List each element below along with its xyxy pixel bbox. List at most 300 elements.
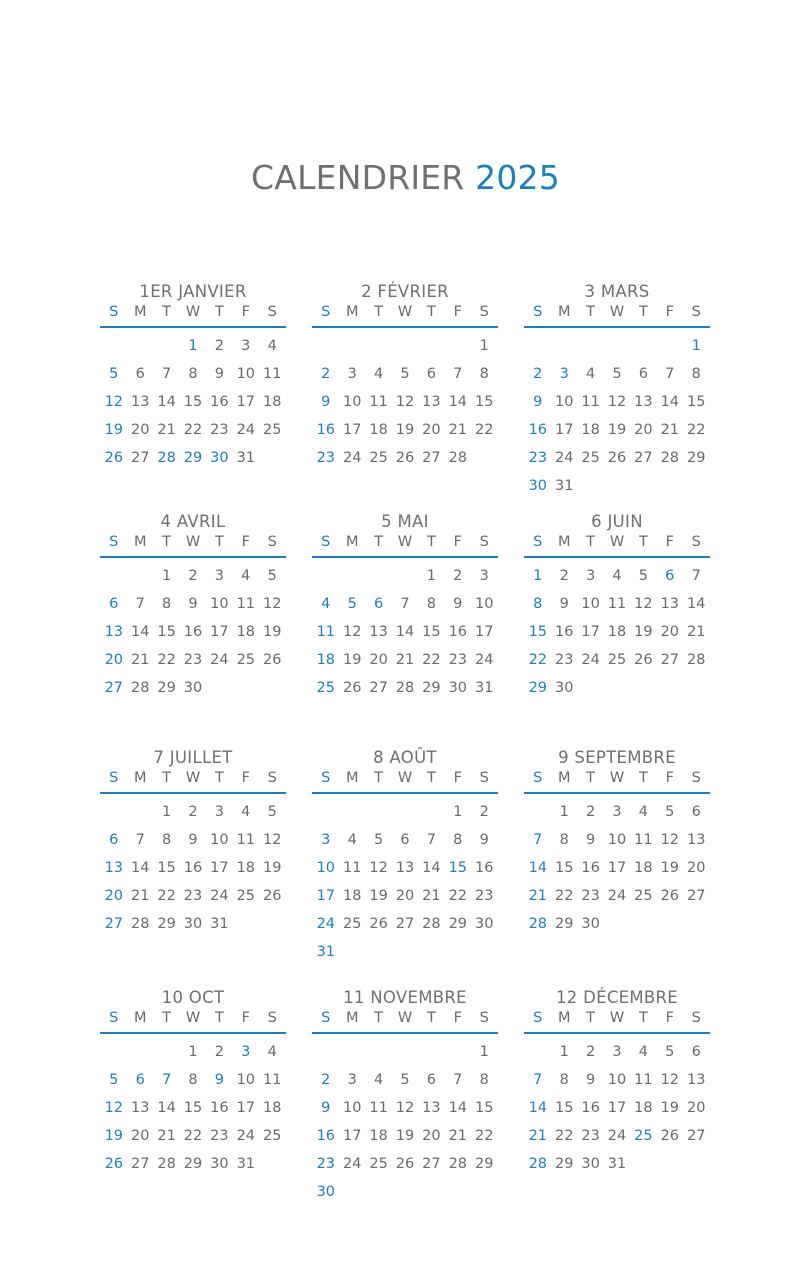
calendar-day: 26 [262, 652, 282, 668]
calendar-day: 22 [183, 1128, 203, 1144]
calendar-day: 29 [183, 1156, 203, 1172]
calendar-day: 11 [236, 596, 256, 612]
calendar-day: 29 [157, 916, 176, 932]
calendar-day: 6 [426, 366, 436, 382]
calendar-day: 20 [660, 624, 680, 640]
weekday-label: M [345, 1010, 359, 1026]
calendar-day: 6 [426, 1072, 436, 1088]
calendar-day: 3 [559, 366, 569, 382]
calendar-day: 4 [267, 1044, 277, 1060]
calendar-day: 9 [188, 596, 198, 612]
weekday-label: W [397, 1010, 413, 1026]
weekday-header [524, 534, 710, 556]
weekday-label: T [374, 534, 384, 550]
calendar-day: 30 [316, 1184, 336, 1200]
calendar-day: 4 [373, 1072, 384, 1088]
calendar-day: 28 [130, 680, 150, 696]
calendar-day: 27 [686, 888, 706, 904]
calendar-day: 10 [236, 1072, 256, 1088]
calendar-day: 31 [607, 1156, 627, 1172]
calendar-day: 21 [528, 1128, 548, 1144]
weekday-label: T [214, 770, 224, 786]
calendar-day: 1 [453, 804, 463, 820]
weekday-label: S [109, 1010, 119, 1026]
calendar-day: 19 [395, 1128, 415, 1144]
calendar-day: 29 [554, 916, 574, 932]
calendar-day: 2 [585, 804, 596, 820]
month-divider [100, 326, 286, 328]
calendar-day: 15 [474, 1100, 494, 1116]
calendar-day: 12 [660, 832, 680, 848]
calendar-day: 28 [686, 652, 706, 668]
calendar-day: 18 [316, 652, 336, 668]
weekday-label: T [638, 304, 648, 320]
weekday-label: M [133, 534, 147, 550]
calendar-day: 8 [691, 366, 701, 382]
calendar-day: 22 [474, 1128, 494, 1144]
weekday-label: W [185, 1010, 201, 1026]
calendar-day: 17 [210, 624, 229, 640]
calendar-day: 16 [448, 624, 468, 640]
calendar-day: 8 [479, 1072, 489, 1088]
calendar-day: 23 [210, 422, 229, 438]
calendar-day: 1 [161, 804, 172, 820]
calendar-day: 25 [316, 680, 336, 696]
calendar-day: 3 [321, 832, 331, 848]
calendar-day: 21 [157, 422, 176, 438]
calendar-day: 15 [554, 1100, 574, 1116]
calendar-day: 18 [634, 1100, 653, 1116]
calendar-day: 18 [634, 860, 653, 876]
calendar-day: 21 [130, 888, 150, 904]
calendar-day: 14 [448, 1100, 468, 1116]
weekday-label: M [133, 1010, 147, 1026]
calendar-day: 4 [638, 804, 648, 820]
calendar-day: 15 [422, 624, 441, 640]
calendar-day: 18 [262, 394, 282, 410]
weekday-label: T [214, 304, 224, 320]
weekday-label: F [241, 534, 250, 550]
weekday-label: F [453, 534, 462, 550]
calendar-day: 12 [395, 394, 415, 410]
calendar-day: 17 [581, 624, 600, 640]
calendar-day: 6 [373, 596, 384, 612]
calendar-day: 10 [210, 832, 229, 848]
calendar-day: 3 [347, 1072, 357, 1088]
calendar-day: 4 [585, 366, 596, 382]
calendar-day: 12 [262, 832, 282, 848]
weekday-label: S [321, 770, 331, 786]
calendar-day: 30 [210, 450, 229, 466]
weekday-label: S [691, 534, 701, 550]
calendar-day: 5 [665, 804, 675, 820]
calendar-day: 23 [474, 888, 494, 904]
calendar-day: 20 [422, 1128, 441, 1144]
calendar-day: 16 [581, 860, 600, 876]
calendar-day: 1 [533, 568, 543, 584]
calendar-day: 21 [448, 1128, 468, 1144]
calendar-day: 7 [691, 568, 701, 584]
weekday-label: F [241, 1010, 250, 1026]
weekday-label: W [185, 304, 201, 320]
calendar-day: 6 [665, 568, 675, 584]
weekday-label: S [479, 770, 489, 786]
calendar-day: 6 [109, 832, 119, 848]
calendar-day: 14 [395, 624, 415, 640]
calendar-day: 13 [130, 394, 150, 410]
calendar-day: 27 [686, 1128, 706, 1144]
weekday-label: T [214, 534, 224, 550]
calendar-day: 23 [581, 1128, 600, 1144]
calendar-day: 14 [448, 394, 468, 410]
calendar-day: 14 [528, 860, 548, 876]
weekday-label: M [557, 534, 571, 550]
calendar-day: 16 [581, 1100, 600, 1116]
weekday-label: T [374, 770, 384, 786]
calendar-day: 26 [607, 450, 627, 466]
calendar-day: 8 [161, 832, 172, 848]
weekday-label: S [267, 770, 277, 786]
page-title [0, 158, 811, 197]
weekday-label: T [638, 770, 648, 786]
calendar-day: 20 [634, 422, 653, 438]
calendar-day: 25 [262, 1128, 282, 1144]
calendar-day: 9 [479, 832, 489, 848]
calendar-day: 10 [342, 394, 362, 410]
calendar-day: 27 [422, 1156, 441, 1172]
weekday-label: T [162, 770, 172, 786]
calendar-day: 22 [686, 422, 706, 438]
calendar-day: 11 [236, 832, 256, 848]
weekday-label: F [241, 770, 250, 786]
calendar-day: 15 [157, 860, 176, 876]
calendar-day: 24 [236, 1128, 256, 1144]
calendar-day: 5 [267, 568, 277, 584]
weekday-label: T [162, 304, 172, 320]
calendar-day: 21 [130, 652, 150, 668]
calendar-day: 16 [528, 422, 548, 438]
calendar-day: 27 [660, 652, 680, 668]
weekday-header [524, 304, 710, 326]
calendar-day: 29 [554, 1156, 574, 1172]
calendar-day: 3 [241, 338, 251, 354]
weekday-label: F [453, 304, 462, 320]
calendar-day: 25 [236, 888, 256, 904]
month-divider [312, 326, 498, 328]
weekday-label: T [162, 1010, 172, 1026]
calendar-day: 29 [528, 680, 548, 696]
weekday-label: F [241, 304, 250, 320]
calendar-day: 21 [660, 422, 680, 438]
calendar-day: 20 [369, 652, 388, 668]
month-divider [312, 1032, 498, 1034]
calendar-day: 10 [210, 596, 229, 612]
weekday-label: W [609, 1010, 625, 1026]
month-name: 9 SEPTEMBRE [558, 748, 676, 767]
weekday-label: S [533, 304, 543, 320]
weekday-label: T [426, 770, 436, 786]
weekday-label: T [586, 534, 596, 550]
calendar-day: 9 [214, 366, 224, 382]
calendar-day: 28 [528, 916, 548, 932]
month-name: 10 OCT [161, 988, 225, 1007]
month-name: 5 MAI [381, 512, 429, 531]
calendar-day: 11 [262, 1072, 282, 1088]
calendar-day: 5 [665, 1044, 675, 1060]
calendar-day: 4 [347, 832, 357, 848]
weekday-label: W [185, 770, 201, 786]
weekday-label: T [214, 1010, 224, 1026]
weekday-label: S [479, 304, 489, 320]
month-divider [524, 326, 710, 328]
weekday-label: F [453, 770, 462, 786]
calendar-day: 2 [321, 366, 331, 382]
calendar-day: 25 [262, 422, 282, 438]
calendar-day: 13 [422, 1100, 441, 1116]
calendar-day: 12 [262, 596, 282, 612]
weekday-header [312, 304, 498, 326]
calendar-day: 24 [236, 422, 256, 438]
calendar-day: 24 [342, 1156, 362, 1172]
calendar-day: 8 [188, 366, 198, 382]
calendar-day: 16 [316, 422, 336, 438]
calendar-day: 2 [214, 1044, 224, 1060]
calendar-day: 13 [660, 596, 680, 612]
calendar-day: 6 [135, 366, 145, 382]
calendar-day: 30 [474, 916, 494, 932]
weekday-label: M [557, 1010, 571, 1026]
calendar-day: 2 [585, 1044, 596, 1060]
calendar-day: 13 [634, 394, 653, 410]
calendar-day: 9 [321, 1100, 331, 1116]
weekday-label: F [453, 1010, 462, 1026]
calendar-day: 15 [686, 394, 706, 410]
calendar-day: 30 [581, 916, 600, 932]
calendar-day: 11 [581, 394, 600, 410]
weekday-label: F [665, 304, 674, 320]
calendar-day: 30 [528, 478, 548, 494]
calendar-day: 18 [581, 422, 600, 438]
weekday-label: S [479, 1010, 489, 1026]
calendar-day: 5 [109, 366, 119, 382]
calendar-day: 30 [183, 680, 203, 696]
calendar-day: 2 [321, 1072, 331, 1088]
calendar-day: 14 [528, 1100, 548, 1116]
calendar-day: 14 [686, 596, 706, 612]
calendar-day: 20 [686, 1100, 706, 1116]
calendar-day: 6 [400, 832, 410, 848]
calendar-day: 23 [183, 888, 203, 904]
calendar-day: 22 [157, 652, 176, 668]
calendar-day: 7 [400, 596, 410, 612]
calendar-day: 7 [453, 366, 463, 382]
weekday-label: W [609, 304, 625, 320]
calendar-day: 19 [634, 624, 653, 640]
calendar-day: 15 [528, 624, 548, 640]
calendar-day: 17 [607, 860, 627, 876]
weekday-label: W [397, 534, 413, 550]
calendar-day: 24 [210, 652, 229, 668]
calendar-day: 7 [533, 1072, 543, 1088]
weekday-label: F [665, 534, 674, 550]
calendar-day: 4 [612, 568, 622, 584]
calendar-day: 25 [369, 1156, 388, 1172]
month-divider [312, 556, 498, 558]
calendar-day: 27 [369, 680, 388, 696]
weekday-label: F [665, 1010, 674, 1026]
calendar-day: 23 [528, 450, 548, 466]
calendar-day: 12 [342, 624, 362, 640]
weekday-label: S [691, 770, 701, 786]
calendar-day: 28 [157, 450, 176, 466]
calendar-day: 28 [395, 680, 415, 696]
weekday-label: T [586, 304, 596, 320]
calendar-day: 18 [369, 1128, 388, 1144]
calendar-day: 19 [104, 422, 124, 438]
calendar-day: 16 [554, 624, 574, 640]
calendar-day: 4 [373, 366, 384, 382]
calendar-day: 1 [559, 1044, 569, 1060]
weekday-label: T [586, 770, 596, 786]
calendar-day: 28 [130, 916, 150, 932]
calendar-day: 3 [479, 568, 489, 584]
calendar-day: 11 [316, 624, 336, 640]
calendar-day: 13 [395, 860, 415, 876]
calendar-day: 18 [607, 624, 627, 640]
calendar-day: 25 [634, 888, 653, 904]
calendar-day: 26 [395, 1156, 415, 1172]
month-name: 6 JUIN [591, 512, 643, 531]
weekday-label: S [321, 304, 331, 320]
calendar-day: 9 [188, 832, 198, 848]
weekday-header [524, 770, 710, 792]
calendar-day: 11 [634, 1072, 653, 1088]
weekday-label: S [109, 770, 119, 786]
calendar-day: 18 [369, 422, 388, 438]
calendar-day: 28 [448, 450, 468, 466]
calendar-day: 3 [612, 1044, 622, 1060]
calendar-day: 9 [585, 1072, 596, 1088]
calendar-day: 24 [316, 916, 336, 932]
calendar-day: 13 [686, 1072, 706, 1088]
calendar-day: 26 [660, 888, 680, 904]
calendar-day: 21 [422, 888, 441, 904]
calendar-day: 24 [581, 652, 600, 668]
calendar-day: 10 [581, 596, 600, 612]
calendar-day: 1 [479, 338, 489, 354]
calendar-day: 30 [210, 1156, 229, 1172]
calendar-day: 1 [559, 804, 569, 820]
title-year: 2025 [475, 158, 560, 197]
calendar-day: 26 [369, 916, 388, 932]
calendar-day: 18 [236, 860, 256, 876]
weekday-header [524, 1010, 710, 1032]
calendar-day: 26 [104, 450, 124, 466]
calendar-day: 6 [109, 596, 119, 612]
calendar-day: 27 [422, 450, 441, 466]
weekday-label: S [479, 534, 489, 550]
calendar-day: 28 [528, 1156, 548, 1172]
calendar-day: 10 [554, 394, 574, 410]
weekday-label: M [133, 770, 147, 786]
calendar-day: 20 [686, 860, 706, 876]
calendar-day: 8 [161, 596, 172, 612]
calendar-day: 3 [214, 804, 224, 820]
weekday-label: S [109, 534, 119, 550]
weekday-label: S [321, 1010, 331, 1026]
calendar-day: 12 [660, 1072, 680, 1088]
calendar-day: 10 [342, 1100, 362, 1116]
calendar-day: 9 [533, 394, 543, 410]
calendar-day: 14 [157, 1100, 176, 1116]
calendar-day: 4 [267, 338, 277, 354]
weekday-label: T [426, 304, 436, 320]
calendar-day: 1 [161, 568, 172, 584]
calendar-day: 5 [373, 832, 384, 848]
calendar-day: 5 [347, 596, 357, 612]
calendar-day: 8 [426, 596, 436, 612]
calendar-day: 10 [236, 366, 256, 382]
calendar-day: 1 [691, 338, 701, 354]
calendar-day: 19 [395, 422, 415, 438]
calendar-day: 13 [130, 1100, 150, 1116]
weekday-label: S [267, 534, 277, 550]
calendar-day: 29 [686, 450, 706, 466]
calendar-day: 21 [528, 888, 548, 904]
calendar-day: 12 [607, 394, 627, 410]
weekday-label: S [321, 534, 331, 550]
calendar-day: 1 [188, 338, 198, 354]
weekday-label: T [374, 304, 384, 320]
calendar-day: 6 [638, 366, 648, 382]
calendar-day: 31 [236, 450, 256, 466]
calendar-day: 30 [183, 916, 203, 932]
calendar-day: 11 [342, 860, 362, 876]
calendar-day: 12 [369, 860, 388, 876]
calendar-day: 25 [581, 450, 600, 466]
month-name: 1ER JANVIER [139, 282, 247, 301]
calendar-day: 1 [188, 1044, 198, 1060]
weekday-label: T [586, 1010, 596, 1026]
weekday-label: S [533, 770, 543, 786]
calendar-day: 21 [157, 1128, 176, 1144]
calendar-day: 25 [634, 1128, 653, 1144]
weekday-label: T [426, 534, 436, 550]
calendar-day: 22 [528, 652, 548, 668]
calendar-day: 6 [691, 804, 701, 820]
calendar-day: 18 [342, 888, 362, 904]
month-divider [312, 792, 498, 794]
calendar-day: 11 [262, 366, 282, 382]
calendar-day: 30 [554, 680, 574, 696]
calendar-day: 17 [316, 888, 336, 904]
calendar-day: 25 [607, 652, 627, 668]
calendar-day: 26 [342, 680, 362, 696]
calendar-day: 20 [130, 422, 150, 438]
calendar-day: 10 [316, 860, 336, 876]
weekday-label: M [345, 770, 359, 786]
calendar-day: 10 [607, 832, 627, 848]
calendar-day: 9 [214, 1072, 224, 1088]
calendar-day: 5 [400, 366, 410, 382]
calendar-day: 28 [660, 450, 680, 466]
calendar-day: 13 [369, 624, 388, 640]
calendar-day: 4 [241, 804, 251, 820]
calendar-day: 1 [479, 1044, 489, 1060]
calendar-day: 14 [130, 624, 150, 640]
calendar-day: 31 [236, 1156, 256, 1172]
calendar-day: 3 [241, 1044, 251, 1060]
